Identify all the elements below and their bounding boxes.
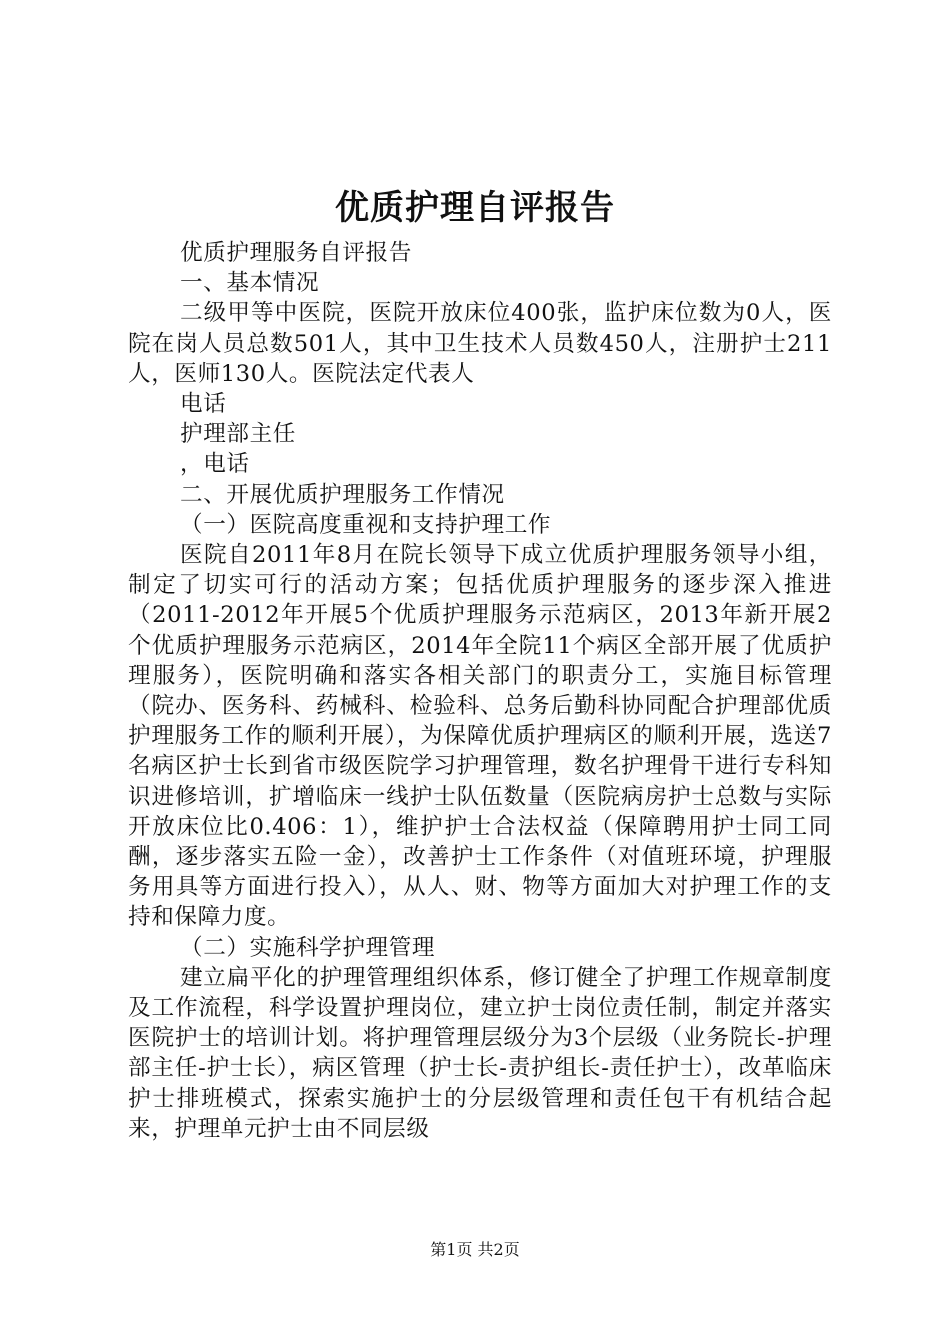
paragraph-support: 医院自2011年8月在院长领导下成立优质护理服务领导小组，制定了切实可行的活动方案；包括优质护理服务的逐步深入推进（2011-2012年开展5个优质护理服务示范病区，2013年新开展2个优质护理服务示范病区，2014年全院11个病区全部开展了优质护理服务），医院明确和落实各相关部门的职责分工，实施目标管理（院办、医务科、药械科、检验科、总务后勤科协同配合护理部优质护理服务工作的顺利开展），为保障优质护理病区的顺利开展，选送7名病区护士长到省市级医院学习护理管理，数名护理骨干进行专科知识进修培训，扩增临床一线护士队伍数量（医院病房护士总数与实际开放床位比0.406：1），维护护士合法权益（保障聘用护士同工同酬，逐步落实五险一金），改善护士工作条件（对值班环境，护理服务用具等方面进行投入），从人、财、物等方面加大对护理工作的支持和保障力度。: [128, 542, 832, 931]
document-body: [128, 238, 832, 1144]
report-subtitle: 优质护理服务自评报告: [180, 240, 412, 266]
paragraph-management: 建立扁平化的护理管理组织体系，修订健全了护理工作规章制度及工作流程，科学设置护理岗位，建立护士岗位责任制，制定并落实医院护士的培训计划。将护理管理层级分为3个层级（业务院长-护理部主任-护士长），病区管理（护士长-责护组长-责任护士），改革临床护士排班模式，探索实施护士的分层级管理和责任包干有机结合起来，护理单元护士由不同层级: [128, 964, 832, 1142]
section-heading-basic-info: 一、基本情况: [180, 270, 320, 297]
section-heading-quality-nursing: 二、开展优质护理服务工作情况: [180, 481, 505, 508]
paragraph-phone-label-2: ，电话: [180, 451, 250, 478]
subsection-heading-support: （一）医院高度重视和支持护理工作: [180, 511, 552, 538]
document-title: 优质护理自评报告: [335, 188, 615, 228]
paragraph-phone-label: 电话: [180, 391, 227, 418]
subsection-heading-management: （二）实施科学护理管理: [180, 934, 436, 961]
paragraph-basic-info: 二级甲等中医院，医院开放床位400张，监护床位数为0人，医院在岗人员总数501人，其中卫生技术人员数450人，注册护士211人，医师130人。医院法定代表人: [128, 300, 832, 387]
page-footer: 第1页 共2页: [430, 1240, 520, 1259]
paragraph-nursing-director: 护理部主任: [180, 421, 296, 448]
